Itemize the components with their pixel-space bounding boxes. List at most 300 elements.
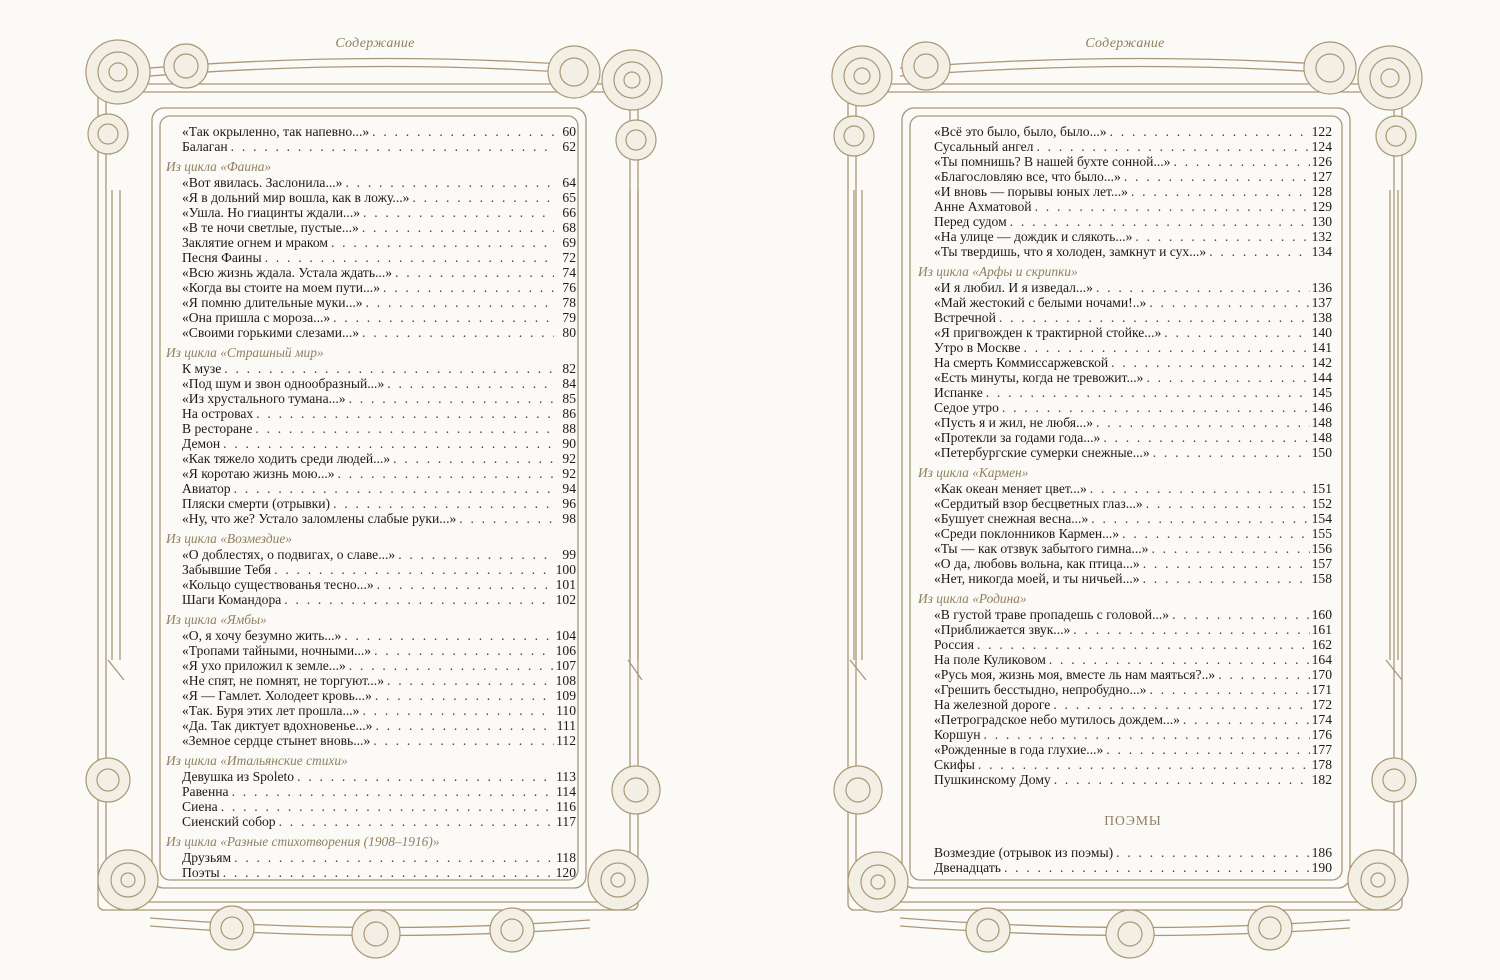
toc-entry: [918, 340, 1332, 355]
toc-entry: [166, 577, 576, 592]
toc-section: [918, 591, 1332, 787]
toc-section: [166, 124, 576, 154]
toc-entry: [166, 421, 576, 436]
entry-title: «Ну, что же? Устало заломлены слабые руки...»: [182, 511, 457, 526]
entry-title: «Кольцо существованья тесно...»: [182, 577, 374, 592]
dot-leader: [1149, 295, 1309, 310]
page-number: 151: [1311, 481, 1332, 496]
dot-leader: [274, 562, 553, 577]
page-number: 156: [1311, 541, 1332, 556]
page-number: 88: [562, 421, 576, 436]
dot-leader: [1122, 526, 1309, 541]
toc-entry: [918, 845, 1332, 860]
dot-leader: [1209, 244, 1309, 259]
entry-title: «Как тяжело ходить среди людей...»: [182, 451, 391, 466]
page-number: 128: [1311, 184, 1332, 199]
dot-leader: [1036, 139, 1309, 154]
toc-entry: [918, 652, 1332, 667]
entry-title: «Я — Гамлет. Холодеет кровь...»: [182, 688, 372, 703]
page-number: 101: [555, 577, 576, 592]
toc-entry: [918, 511, 1332, 526]
toc-entry: [166, 325, 576, 340]
entry-title: «Протекли за годами года...»: [934, 430, 1101, 445]
dot-leader: [1146, 370, 1309, 385]
entry-title: «Приближается звук...»: [934, 622, 1071, 637]
page-number: 174: [1311, 712, 1332, 727]
entry-title: Равенна: [182, 784, 229, 799]
dot-leader: [256, 406, 554, 421]
entry-title: «Тропами тайными, ночными...»: [182, 643, 372, 658]
running-head: Содержание: [335, 36, 415, 51]
toc-entry: [918, 124, 1332, 139]
page-number: 108: [555, 673, 576, 688]
dot-leader: [1090, 481, 1310, 496]
dot-leader: [362, 703, 554, 718]
page-number: 158: [1311, 571, 1332, 586]
toc-entry: [166, 547, 576, 562]
entry-title: «Ты помнишь? В нашей бухте сонной...»: [934, 154, 1171, 169]
dot-leader: [362, 325, 554, 340]
entry-title: Пляски смерти (отрывки): [182, 496, 331, 511]
dot-leader: [349, 658, 554, 673]
toc-entry: [918, 415, 1332, 430]
dot-leader: [333, 310, 554, 325]
entry-title: «Всё это было, было, было...»: [934, 124, 1107, 139]
toc-entry: [918, 556, 1332, 571]
page-number: 152: [1311, 496, 1332, 511]
toc-entry: [918, 139, 1332, 154]
dot-leader: [387, 376, 554, 391]
entry-title: К музе: [182, 361, 222, 376]
dot-leader: [234, 481, 554, 496]
toc-entry: [166, 562, 576, 577]
toc-entry: [166, 265, 576, 280]
page-number: 145: [1311, 385, 1332, 400]
toc-entry: [918, 682, 1332, 697]
toc-entry: [918, 214, 1332, 229]
page-number: 69: [562, 235, 576, 250]
entry-title: «И я любил. И я изведал...»: [934, 280, 1093, 295]
dot-leader: [1183, 712, 1310, 727]
cycle-title: Из цикла «Возмездие»: [166, 531, 292, 546]
right-page: [750, 0, 1500, 980]
dot-leader: [372, 124, 554, 139]
page-number: 72: [562, 250, 576, 265]
dot-leader: [1149, 682, 1309, 697]
dot-leader: [232, 784, 554, 799]
toc-entry: [918, 481, 1332, 496]
toc-entry: [166, 361, 576, 376]
dot-leader: [986, 385, 1310, 400]
dot-leader: [1002, 400, 1310, 415]
toc-entry: [166, 718, 576, 733]
toc-entry: [166, 592, 576, 607]
entry-title: На железной дороге: [934, 697, 1051, 712]
page-number: 85: [562, 391, 576, 406]
toc-entry: [918, 860, 1332, 875]
page-number: 144: [1311, 370, 1332, 385]
entry-title: Шаги Командора: [182, 592, 282, 607]
entry-title: «Земное сердце стынет вновь...»: [182, 733, 371, 748]
dot-leader: [387, 673, 554, 688]
entry-title: Авиатор: [182, 481, 231, 496]
entry-title: «И вновь — порывы юных лет...»: [934, 184, 1128, 199]
dot-leader: [375, 688, 554, 703]
page-number: 107: [555, 658, 576, 673]
toc-entry: [166, 391, 576, 406]
entry-title: «Ушла. Но гиацинты ждали...»: [182, 205, 361, 220]
toc-entry: [166, 235, 576, 250]
dot-leader: [279, 814, 554, 829]
page-number: 164: [1311, 652, 1332, 667]
page-number: 142: [1311, 355, 1332, 370]
toc-entry: [166, 190, 576, 205]
dot-leader: [393, 451, 554, 466]
dot-leader: [374, 643, 554, 658]
page-number: 106: [555, 643, 576, 658]
entry-title: На островах: [182, 406, 254, 421]
entry-title: Перед судом: [934, 214, 1007, 229]
dot-leader: [412, 190, 554, 205]
page-number: 140: [1311, 325, 1332, 340]
toc-entry: [918, 154, 1332, 169]
entry-title: «Всю жизнь ждала. Устала ждать...»: [182, 265, 393, 280]
toc-entry: [918, 445, 1332, 460]
toc-right: [918, 124, 1332, 880]
entry-title: «Не спят, не помнят, не торгуют...»: [182, 673, 385, 688]
page-number: 76: [562, 280, 576, 295]
dot-leader: [377, 577, 554, 592]
page-number: 124: [1311, 139, 1332, 154]
entry-title: Пушкинскому Дому: [934, 772, 1051, 787]
entry-title: «Я коротаю жизнь мою...»: [182, 466, 335, 481]
dot-leader: [1103, 430, 1309, 445]
entry-title: Демон: [182, 436, 221, 451]
entry-title: «Русь моя, жизнь моя, вместе ль нам маяться?..»: [934, 667, 1216, 682]
toc-entry: [166, 310, 576, 325]
toc-entry: [918, 199, 1332, 214]
dot-leader: [1053, 697, 1309, 712]
entry-title: «Ты — как отзвук забытого гимна...»: [934, 541, 1149, 556]
page-number: 64: [562, 175, 576, 190]
page-number: 96: [562, 496, 576, 511]
toc-entry: [918, 169, 1332, 184]
dot-leader: [224, 361, 554, 376]
entry-title: «Своими горькими слезами...»: [182, 325, 360, 340]
toc-entry: [166, 295, 576, 310]
cycle-title: Из цикла «Разные стихотворения (1908–1916)»: [166, 834, 440, 849]
toc-entry: [918, 607, 1332, 622]
page-number: 62: [562, 139, 576, 154]
toc-section: [166, 531, 576, 607]
page-number: 92: [562, 466, 576, 481]
toc-entry: [166, 628, 576, 643]
toc-entry: [918, 667, 1332, 682]
page-number: 157: [1311, 556, 1332, 571]
entry-title: «Под шум и звон однообразный...»: [182, 376, 385, 391]
entry-title: Утро в Москве: [934, 340, 1021, 355]
entry-title: «Так. Буря этих лет прошла...»: [182, 703, 360, 718]
page-number: 118: [556, 850, 576, 865]
page-number: 126: [1311, 154, 1332, 169]
entry-title: Россия: [934, 637, 974, 652]
entry-title: «Грешить бесстыдно, непробудно...»: [934, 682, 1147, 697]
toc-entry: [918, 244, 1332, 259]
dot-leader: [284, 592, 553, 607]
page-number: 120: [555, 865, 576, 880]
entry-title: «О да, любовь вольна, как птица...»: [934, 556, 1140, 571]
dot-leader: [1131, 184, 1310, 199]
page-number: 170: [1311, 667, 1332, 682]
dot-leader: [383, 280, 554, 295]
toc-entry: [918, 295, 1332, 310]
entry-title: Анне Ахматовой: [934, 199, 1032, 214]
toc-entry: [166, 481, 576, 496]
toc-entry: [918, 541, 1332, 556]
entry-title: «Вот явилась. Заслонила...»: [182, 175, 343, 190]
toc-entry: [166, 406, 576, 421]
entry-title: «Нет, никогда моей, и ты ничьей...»: [934, 571, 1140, 586]
entry-title: «О доблестях, о подвигах, о славе...»: [182, 547, 396, 562]
dot-leader: [1124, 169, 1310, 184]
page-number: 82: [562, 361, 576, 376]
toc-entry: [918, 571, 1332, 586]
dot-leader: [1143, 571, 1310, 586]
dot-leader: [1004, 860, 1310, 875]
dot-leader: [1151, 541, 1309, 556]
toc-section: [166, 345, 576, 526]
page-number: 92: [562, 451, 576, 466]
page-number: 136: [1311, 280, 1332, 295]
dot-leader: [375, 718, 554, 733]
page-number: 190: [1311, 860, 1332, 875]
page-number: 74: [562, 265, 576, 280]
page-number: 60: [562, 124, 576, 139]
entry-title: «Благословляю все, что было...»: [934, 169, 1121, 184]
toc-entry: [918, 757, 1332, 772]
toc-section: [166, 159, 576, 340]
toc-entry: [918, 712, 1332, 727]
toc-entry: [918, 697, 1332, 712]
entry-title: Возмездие (отрывок из поэмы): [934, 845, 1114, 860]
toc-entry: [918, 370, 1332, 385]
entry-title: «Пусть я и жил, не любя...»: [934, 415, 1094, 430]
page-number: 65: [562, 190, 576, 205]
dot-leader: [398, 547, 554, 562]
toc-entry: [166, 769, 576, 784]
entry-title: «В те ночи светлые, пустые...»: [182, 220, 359, 235]
dot-leader: [395, 265, 554, 280]
dot-leader: [349, 391, 554, 406]
entry-title: «Из хрустального тумана...»: [182, 391, 346, 406]
entry-title: «Петроградское небо мутилось дождем...»: [934, 712, 1180, 727]
cycle-title: Из цикла «Кармен»: [918, 465, 1029, 480]
toc-entry: [166, 658, 576, 673]
cycle-title: Из цикла «Страшный мир»: [166, 345, 324, 360]
toc-entry: [918, 742, 1332, 757]
dot-leader: [366, 295, 554, 310]
dot-leader: [234, 850, 554, 865]
dot-leader: [1116, 845, 1309, 860]
page-number: 172: [1311, 697, 1332, 712]
dot-leader: [1073, 622, 1309, 637]
toc-entry: [166, 124, 576, 139]
page-number: 90: [562, 436, 576, 451]
toc-section: [918, 264, 1332, 460]
dot-leader: [1023, 340, 1309, 355]
page-number: 102: [555, 592, 576, 607]
entry-title: «На улице — дождик и слякоть...»: [934, 229, 1133, 244]
toc-entry: [166, 220, 576, 235]
page-number: 111: [556, 718, 576, 733]
entry-title: На смерть Коммиссаржевской: [934, 355, 1109, 370]
page-number: 99: [562, 547, 576, 562]
entry-title: «Когда вы стоите на моем пути...»: [182, 280, 381, 295]
toc-entry: [918, 622, 1332, 637]
entry-title: Коршун: [934, 727, 981, 742]
toc-entry: [166, 139, 576, 154]
toc-section: [166, 612, 576, 748]
toc-entry: [918, 496, 1332, 511]
toc-entry: [918, 229, 1332, 244]
toc-entry: [166, 799, 576, 814]
page-number: 146: [1311, 400, 1332, 415]
page-number: 176: [1311, 727, 1332, 742]
page-number: 138: [1311, 310, 1332, 325]
page-number: 109: [555, 688, 576, 703]
dot-leader: [223, 865, 554, 880]
page-number: 122: [1311, 124, 1332, 139]
dot-leader: [999, 310, 1310, 325]
dot-leader: [459, 511, 554, 526]
dot-leader: [1146, 496, 1310, 511]
entry-title: Поэты: [182, 865, 220, 880]
entry-title: «Ты твердишь, что я холоден, замкнут и сух...»: [934, 244, 1207, 259]
entry-title: «Рожденные в года глухие...»: [934, 742, 1104, 757]
toc-entry: [166, 205, 576, 220]
dot-leader: [331, 235, 554, 250]
page-number: 127: [1311, 169, 1332, 184]
dot-leader: [1106, 742, 1309, 757]
page-number: 186: [1311, 845, 1332, 860]
toc-entry: [918, 355, 1332, 370]
dot-leader: [363, 205, 554, 220]
entry-title: Двенадцать: [934, 860, 1001, 875]
cycle-title: Из цикла «Фаина»: [166, 159, 272, 174]
entry-title: Друзьям: [182, 850, 232, 865]
page-number: 178: [1311, 757, 1332, 772]
page-number: 160: [1311, 607, 1332, 622]
entry-title: Седое утро: [934, 400, 999, 415]
entry-title: «В густой траве пропадешь с головой...»: [934, 607, 1170, 622]
page-number: 141: [1311, 340, 1332, 355]
entry-title: «Есть минуты, когда не тревожит...»: [934, 370, 1144, 385]
entry-title: «Бушует снежная весна...»: [934, 511, 1089, 526]
toc-entry: [918, 325, 1332, 340]
toc-entry: [918, 385, 1332, 400]
page-number: 162: [1311, 637, 1332, 652]
dot-leader: [1172, 607, 1310, 622]
toc-entry: [918, 280, 1332, 295]
page-number: 148: [1311, 430, 1332, 445]
entry-title: На поле Куликовом: [934, 652, 1046, 667]
entry-title: «О, я хочу безумно жить...»: [182, 628, 342, 643]
toc-entry: [166, 451, 576, 466]
entry-title: «Я помню длительные муки...»: [182, 295, 363, 310]
entry-title: Сиенский собор: [182, 814, 276, 829]
dot-leader: [1010, 214, 1310, 229]
page-number: 110: [556, 703, 576, 718]
entry-title: Балаган: [182, 139, 228, 154]
page-number: 79: [562, 310, 576, 325]
page-number: 112: [556, 733, 576, 748]
toc-entry: [166, 376, 576, 391]
dot-leader: [223, 436, 554, 451]
entry-title: «Я пригвожден к трактирной стойке...»: [934, 325, 1162, 340]
toc-entry: [166, 673, 576, 688]
toc-entry: [918, 637, 1332, 652]
page-number: 154: [1311, 511, 1332, 526]
cycle-title: Из цикла «Итальянские стихи»: [166, 753, 348, 768]
entry-title: Испанке: [934, 385, 983, 400]
page-number: 150: [1311, 445, 1332, 460]
toc-entry: [918, 400, 1332, 415]
cycle-title: Из цикла «Ямбы»: [166, 612, 267, 627]
dot-leader: [1049, 652, 1310, 667]
page-number: 104: [555, 628, 576, 643]
dot-leader: [1218, 667, 1309, 682]
page-number: 78: [562, 295, 576, 310]
dot-leader: [362, 220, 554, 235]
dot-leader: [344, 628, 553, 643]
cycle-title: Из цикла «Арфы и скрипки»: [918, 264, 1078, 279]
toc-section: [918, 465, 1332, 586]
dot-leader: [1091, 511, 1309, 526]
dot-leader: [1035, 199, 1310, 214]
toc-entry: [918, 526, 1332, 541]
dot-leader: [265, 250, 554, 265]
entry-title: «Среди поклонников Кармен...»: [934, 526, 1120, 541]
page-number: 171: [1311, 682, 1332, 697]
page-number: 68: [562, 220, 576, 235]
page-number: 116: [556, 799, 576, 814]
page-number: 66: [562, 205, 576, 220]
page-number: 129: [1311, 199, 1332, 214]
toc-entry: [166, 688, 576, 703]
toc-section-poems: [918, 845, 1332, 875]
dot-leader: [297, 769, 554, 784]
dot-leader: [221, 799, 554, 814]
entry-title: Песня Фаины: [182, 250, 262, 265]
page-number: 132: [1311, 229, 1332, 244]
page-number: 113: [556, 769, 576, 784]
toc-section: [166, 753, 576, 829]
cycle-title: Из цикла «Родина»: [918, 591, 1027, 606]
toc-entry: [166, 466, 576, 481]
page-number: 100: [555, 562, 576, 577]
toc-entry: [166, 436, 576, 451]
entry-title: В ресторане: [182, 421, 253, 436]
entry-title: «Сердитый взор бесцветных глаз...»: [934, 496, 1143, 511]
toc-left: [166, 124, 576, 885]
entry-title: «Май жестокий с белыми ночами!..»: [934, 295, 1147, 310]
page-number: 80: [562, 325, 576, 340]
page-number: 114: [556, 784, 576, 799]
dot-leader: [1054, 772, 1310, 787]
dot-leader: [373, 733, 554, 748]
toc-entry: [166, 250, 576, 265]
dot-leader: [338, 466, 554, 481]
